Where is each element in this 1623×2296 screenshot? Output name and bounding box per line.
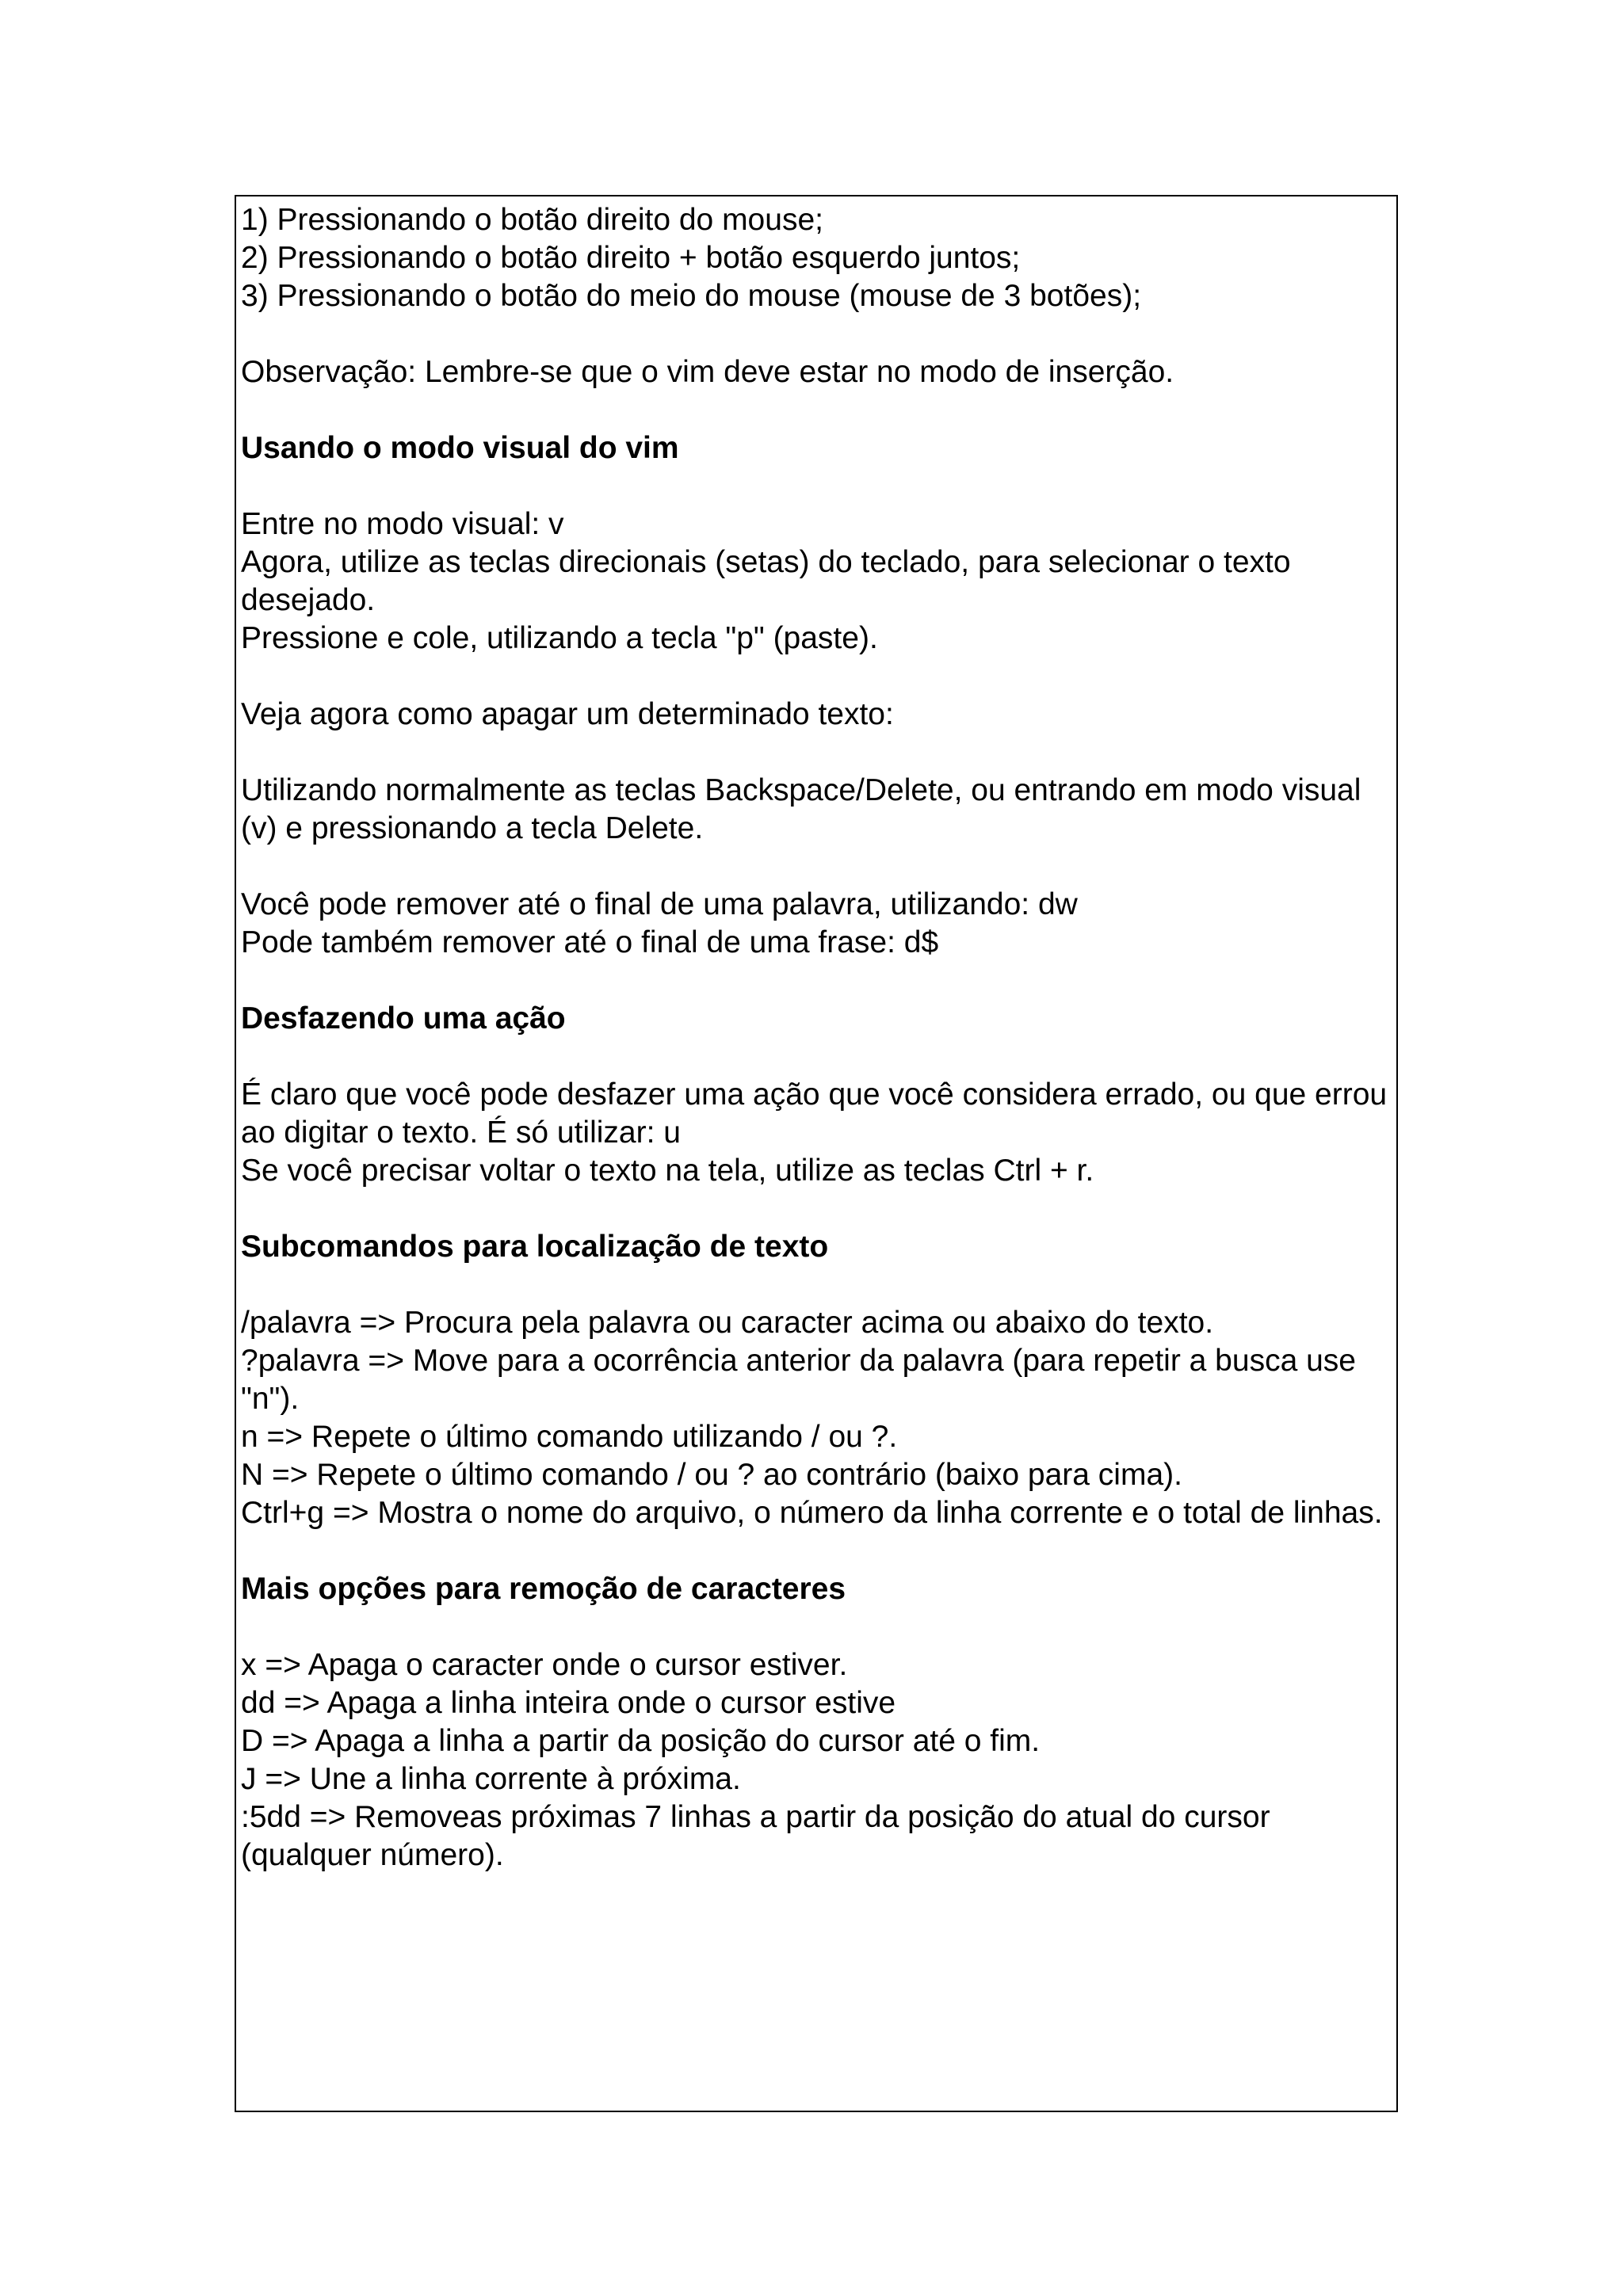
content-box (235, 195, 1398, 2112)
spacer (241, 1608, 1390, 1646)
spacer (241, 467, 1390, 505)
text-line: 3) Pressionando o botão do meio do mouse (mouse de 3 botões); (241, 279, 1142, 313)
text-line: Se você precisar voltar o texto na tela, utilize as teclas Ctrl + r. (241, 1154, 1094, 1188)
spacer (241, 1532, 1390, 1570)
section-heading-visual: Usando o modo visual do vim (241, 431, 679, 465)
spacer (241, 391, 1390, 429)
text-line: Você pode remover até o final de uma palavra, utilizando: dw (241, 887, 1078, 921)
spacer (241, 1190, 1390, 1228)
text-line: 1) Pressionando o botão direito do mouse; (241, 203, 823, 237)
spacer (241, 315, 1390, 353)
text-line: Pressione e cole, utilizando a tecla "p" (paste). (241, 621, 878, 655)
text-line: N => Repete o último comando / ou ? ao contrário (baixo para cima). (241, 1458, 1182, 1492)
text-line: /palavra => Procura pela palavra ou caracter acima ou abaixo do texto. (241, 1306, 1214, 1340)
text-line: É claro que você pode desfazer uma ação que você considera errado, ou que errou ao digitar o texto. É só utilizar: u (241, 1077, 1388, 1150)
text-line: D => Apaga a linha a partir da posição do cursor até o fim. (241, 1724, 1041, 1758)
spacer (241, 1266, 1390, 1304)
text-line: Veja agora como apagar um determinado texto: (241, 697, 894, 731)
text-line: 2) Pressionando o botão direito + botão esquerdo juntos; (241, 241, 1021, 275)
text-line: Utilizando normalmente as teclas Backspace/Delete, ou entrando em modo visual (v) e pressionando a tecla Delete. (241, 773, 1361, 845)
section-heading-localizacao: Subcomandos para localização de texto (241, 1230, 829, 1264)
spacer (241, 734, 1390, 772)
observation-text: Observação: Lembre-se que o vim deve estar no modo de inserção. (241, 355, 1174, 389)
text-line: Entre no modo visual: v (241, 507, 564, 541)
text-line: J => Une a linha corrente à próxima. (241, 1762, 741, 1796)
spacer (241, 962, 1390, 1000)
text-line: ?palavra => Move para a ocorrência anterior da palavra (para repetir a busca use "n"). (241, 1344, 1356, 1416)
spacer (241, 848, 1390, 886)
text-line: Pode também remover até o final de uma frase: d$ (241, 925, 939, 959)
spacer (241, 658, 1390, 696)
section-heading-remocao: Mais opções para remoção de caracteres (241, 1572, 846, 1606)
section-heading-desfazer: Desfazendo uma ação (241, 1001, 566, 1035)
text-line: :5dd => Removeas próximas 7 linhas a partir da posição do atual do cursor (qualquer número). (241, 1800, 1270, 1872)
text-line: n => Repete o último comando utilizando / ou ?. (241, 1420, 898, 1454)
text-line: Agora, utilize as teclas direcionais (setas) do teclado, para selecionar o texto desejado. (241, 545, 1291, 617)
text-line: dd => Apaga a linha inteira onde o cursor estive (241, 1686, 896, 1720)
spacer (241, 1038, 1390, 1076)
text-line: x => Apaga o caracter onde o cursor estiver. (241, 1648, 848, 1682)
text-line: Ctrl+g => Mostra o nome do arquivo, o número da linha corrente e o total de linhas. (241, 1496, 1383, 1530)
